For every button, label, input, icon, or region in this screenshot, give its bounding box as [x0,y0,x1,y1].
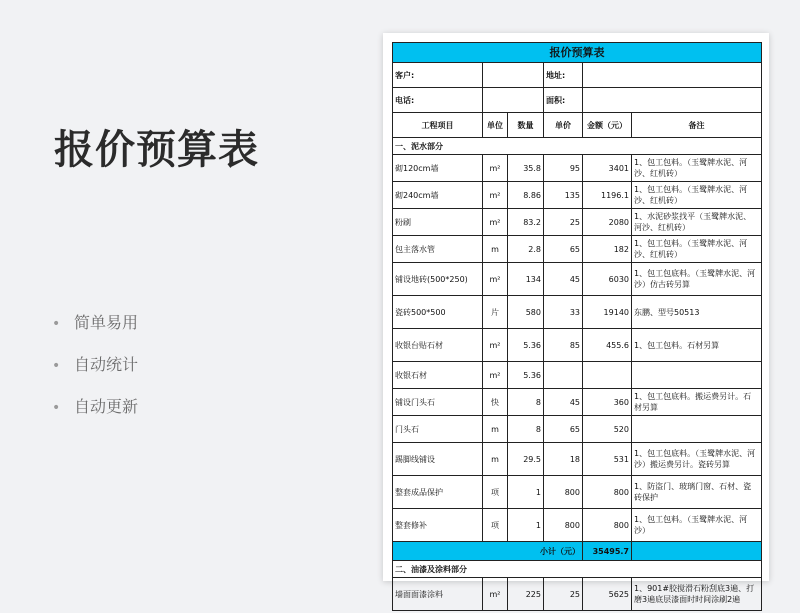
cell-note [632,416,762,443]
table-row [393,509,762,542]
area-label: 面积: [544,88,583,113]
cell-price: 45 [544,389,583,416]
cell-unit: m² [483,209,508,236]
table-row [393,263,762,296]
section-row [393,561,762,578]
cell-price: 45 [544,263,583,296]
cell-amount: 531 [583,443,632,476]
table-row [393,155,762,182]
cell-unit: m [483,443,508,476]
cell-name: 铺设门头石 [393,389,483,416]
cell-amount: 2080 [583,209,632,236]
cell-qty: 8 [508,389,544,416]
phone-value [483,88,544,113]
cell-amount: 520 [583,416,632,443]
cell-price: 800 [544,509,583,542]
cell-amount: 800 [583,509,632,542]
cell-name: 砌240cm墙 [393,182,483,209]
table-row [393,416,762,443]
cell-qty: 8 [508,416,544,443]
cell-qty: 35.8 [508,155,544,182]
cell-note: 1、901#胶搅滑石粉刮底3遍、打磨3遍底层漆面时时间涂刷2遍 [632,578,762,611]
feature-item: • 自动统计 [52,354,138,396]
cell-name: 踢脚线铺设 [393,443,483,476]
cell-price: 18 [544,443,583,476]
cell-price: 65 [544,236,583,263]
address-value [583,63,762,88]
feature-item: • 自动更新 [52,396,138,438]
cell-name: 铺设地砖(500*250) [393,263,483,296]
cell-amount: 1196.1 [583,182,632,209]
cell-qty: 225 [508,578,544,611]
cell-unit: m² [483,329,508,362]
cell-name: 瓷砖500*500 [393,296,483,329]
phone-label: 电话: [393,88,483,113]
section-title: 二、油漆及涂料部分 [393,561,762,578]
cell-qty: 1 [508,476,544,509]
sheet-title: 报价预算表 [393,43,762,63]
cell-qty: 580 [508,296,544,329]
sheet-title-row [393,43,762,63]
table-row [393,389,762,416]
section-row [393,138,762,155]
col-header: 单位 [483,113,508,138]
table-row [393,329,762,362]
cell-name: 整套修补 [393,509,483,542]
cell-qty: 8.86 [508,182,544,209]
cell-amount: 360 [583,389,632,416]
cell-name: 收银台贴石材 [393,329,483,362]
table-row [393,476,762,509]
col-header: 单价 [544,113,583,138]
feature-item: • 简单易用 [52,312,138,354]
cell-qty: 1 [508,509,544,542]
cell-note: 1、水泥砂浆找平（玉鹭牌水泥、河沙、红机砖） [632,209,762,236]
cell-price: 135 [544,182,583,209]
cell-note: 1、包工包底料。（玉鹭牌水泥、河沙）仿古砖另算 [632,263,762,296]
cell-note [632,362,762,389]
spreadsheet-preview [383,33,769,604]
cell-unit: m² [483,578,508,611]
cell-name: 门头石 [393,416,483,443]
subtotal-note [632,542,762,561]
cell-price: 25 [544,209,583,236]
cell-price: 33 [544,296,583,329]
info-row [393,88,762,113]
col-header: 工程项目 [393,113,483,138]
client-value [483,63,544,88]
info-row [393,63,762,88]
cell-unit: 项 [483,509,508,542]
cell-name: 砌120cm墙 [393,155,483,182]
bullet-icon: • [52,400,61,416]
cell-note: 1、包工包料。（玉鹭牌水泥、河沙、红机砖） [632,155,762,182]
table-row [393,236,762,263]
cell-qty: 5.36 [508,329,544,362]
cell-note: 1、包工包料。（玉鹭牌水泥、河沙、红机砖） [632,182,762,209]
cell-price: 25 [544,578,583,611]
table-row [393,182,762,209]
cell-qty: 29.5 [508,443,544,476]
subtotal-value: 35495.7 [583,542,632,561]
cell-amount: 5625 [583,578,632,611]
bullet-icon: • [52,316,61,332]
cell-price: 800 [544,476,583,509]
cell-amount: 182 [583,236,632,263]
cell-amount: 19140 [583,296,632,329]
cell-unit: m² [483,263,508,296]
cell-name: 整套成品保护 [393,476,483,509]
cell-note: 1、包工包料。（玉鹭牌水泥、河沙） [632,509,762,542]
col-header: 金额（元） [583,113,632,138]
cell-qty: 5.36 [508,362,544,389]
cell-unit: m² [483,155,508,182]
cell-amount: 6030 [583,263,632,296]
cell-qty: 83.2 [508,209,544,236]
cell-price: 65 [544,416,583,443]
cell-unit: 快 [483,389,508,416]
cell-unit: m² [483,182,508,209]
cell-amount: 800 [583,476,632,509]
cell-unit: 片 [483,296,508,329]
cell-unit: m [483,416,508,443]
quote-table [392,42,762,611]
address-label: 地址: [544,63,583,88]
feature-list [52,312,138,438]
cell-note: 1、包工包底料。搬运费另计。石材另算 [632,389,762,416]
cell-amount [583,362,632,389]
cell-name: 粉刷 [393,209,483,236]
cell-note: 1、包工包料。石材另算 [632,329,762,362]
cell-unit: m [483,236,508,263]
cell-unit: m² [483,362,508,389]
cell-note: 东鹏、型号50513 [632,296,762,329]
cell-amount: 455.6 [583,329,632,362]
col-header: 数量 [508,113,544,138]
table-row [393,209,762,236]
cell-price: 95 [544,155,583,182]
area-value [583,88,762,113]
cell-qty: 134 [508,263,544,296]
cell-note: 1、包工包料。（玉鹭牌水泥、河沙、红机砖） [632,236,762,263]
section-title: 一、泥水部分 [393,138,762,155]
subtotal-label: 小计（元） [393,542,583,561]
table-row [393,578,762,611]
header-row [393,113,762,138]
cell-note: 1、防盗门、玻璃门窗、石材、瓷砖保护 [632,476,762,509]
cell-note: 1、包工包底料。（玉鹭牌水泥、河沙）搬运费另计。瓷砖另算 [632,443,762,476]
client-label: 客户: [393,63,483,88]
bullet-icon: • [52,358,61,374]
cell-name: 包主落水管 [393,236,483,263]
cell-name: 墙面面漆涂料 [393,578,483,611]
subtotal-row [393,542,762,561]
col-header: 备注 [632,113,762,138]
promo-title: 报价预算表 [54,127,259,173]
table-row [393,362,762,389]
cell-name: 收银石材 [393,362,483,389]
cell-price [544,362,583,389]
cell-price: 85 [544,329,583,362]
cell-amount: 3401 [583,155,632,182]
table-row [393,296,762,329]
cell-qty: 2.8 [508,236,544,263]
cell-unit: 项 [483,476,508,509]
table-row [393,443,762,476]
